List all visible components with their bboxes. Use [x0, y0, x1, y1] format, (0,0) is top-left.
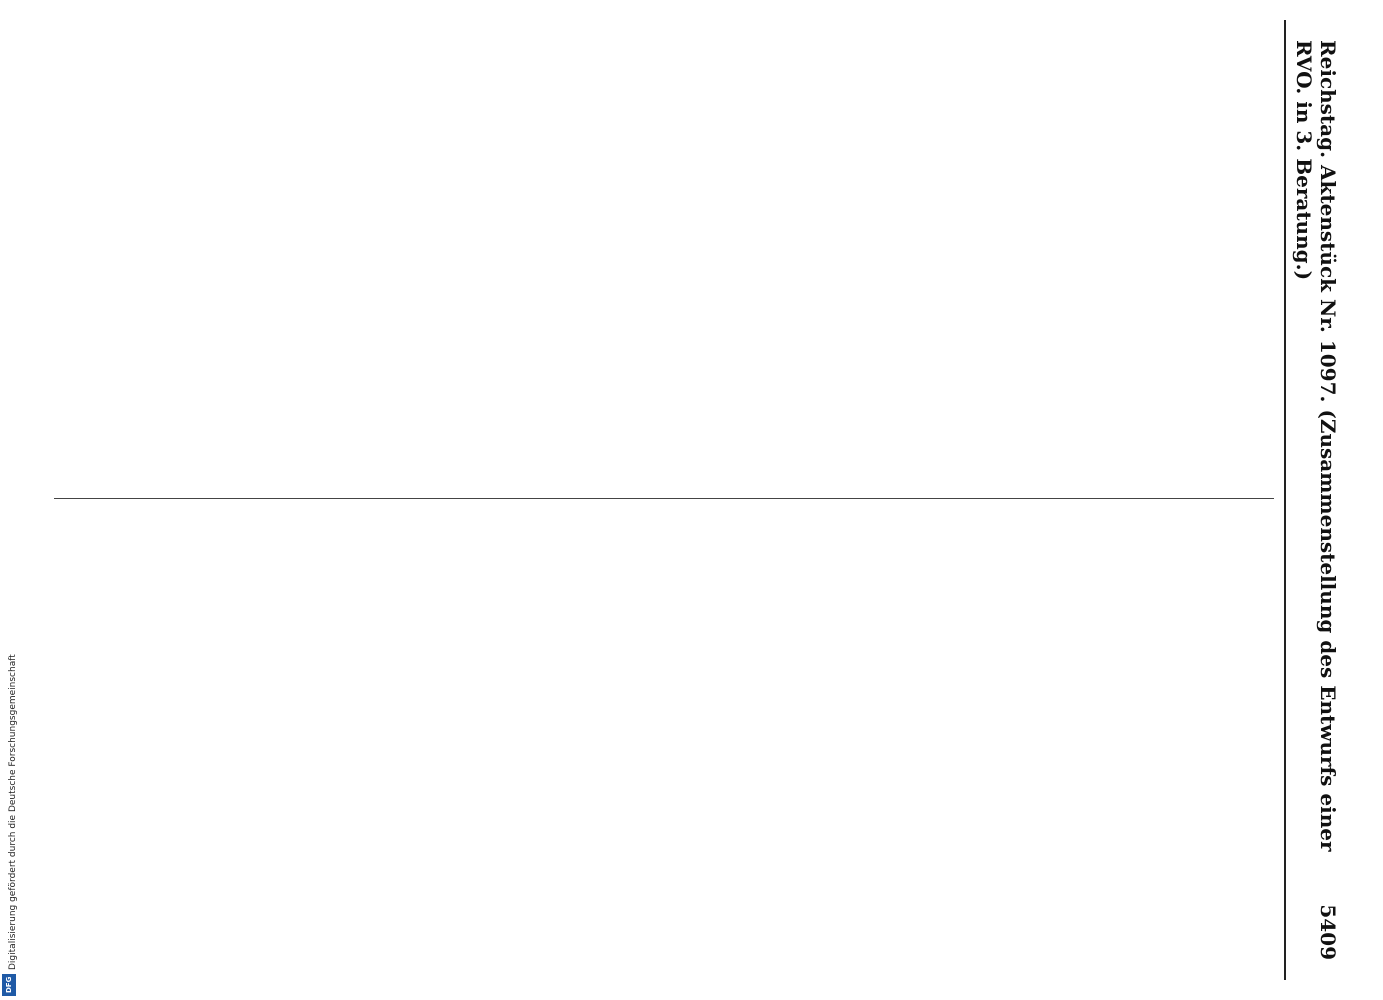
digitization-note: [6, 30, 20, 970]
digitization-note-text: Digitalisierung gefördert durch die Deutsche Forschungsgemeinschaft: [8, 654, 18, 970]
running-title: Reichstag. Aktenstück Nr. 1097. (Zusammenstellung des Entwurfs einer RVO. in 3. Beratung.): [1292, 40, 1340, 852]
left-column: [54, 40, 1274, 499]
page-number: 5409: [1316, 904, 1340, 960]
right-column: [54, 523, 1274, 961]
page-header: [1284, 20, 1340, 980]
dfg-logo-icon: DFG: [2, 974, 16, 996]
text-columns: [44, 20, 1284, 980]
rotated-page-content: [40, 20, 1340, 980]
